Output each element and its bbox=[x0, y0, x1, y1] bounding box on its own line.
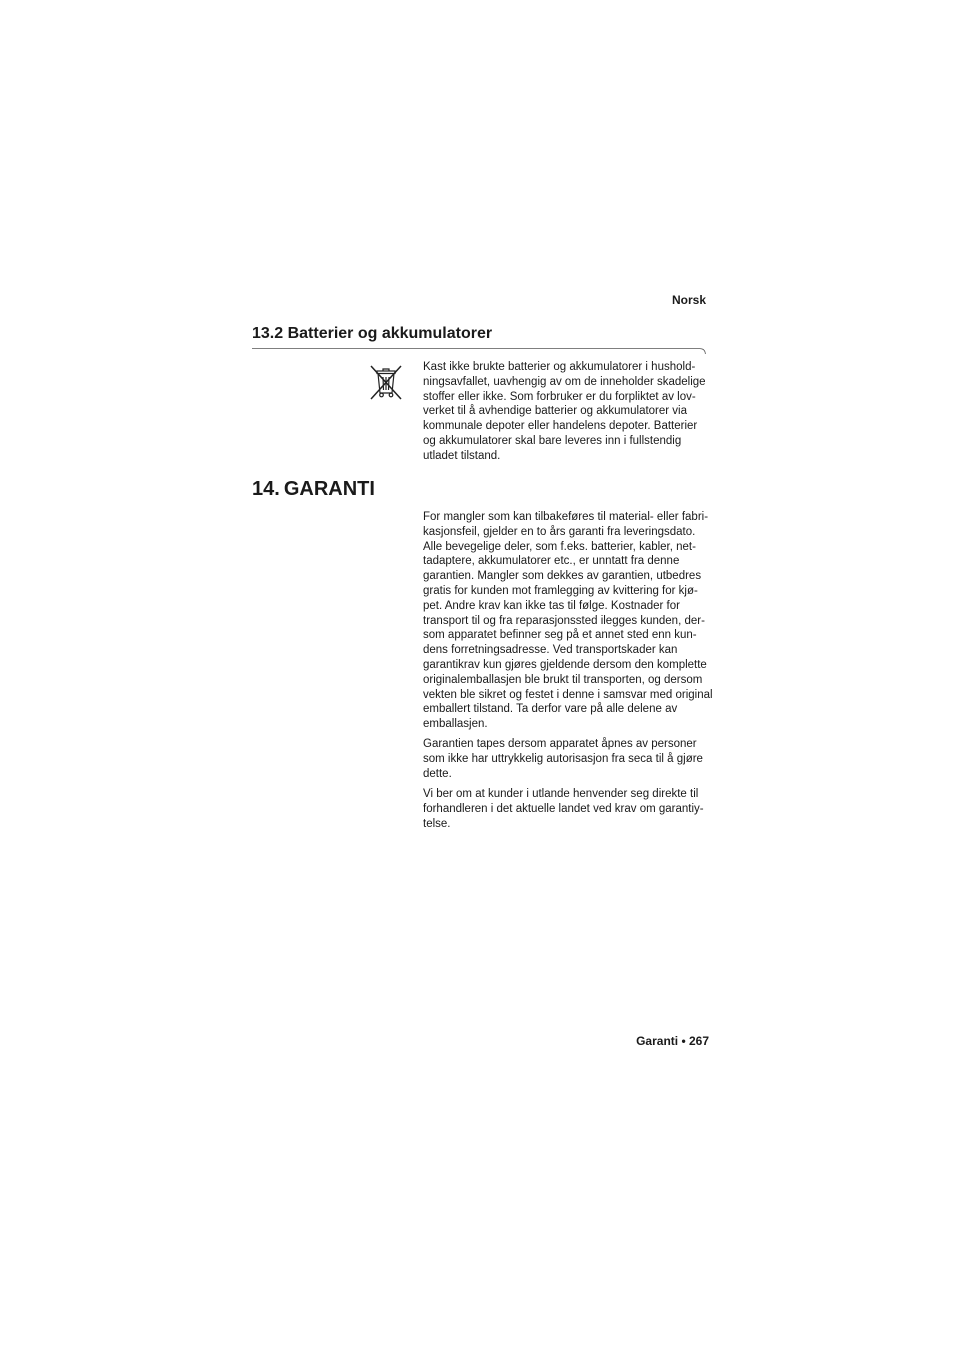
chapter-number: 14. bbox=[252, 478, 280, 500]
warranty-paragraph-3: Vi ber om at kunder i utlande henvender seg direkte til forhandleren i det aktuelle landet ved krav om garantiy-telse. bbox=[423, 788, 704, 830]
crossed-out-wheelie-bin-icon bbox=[366, 362, 406, 402]
page-footer: Garanti • 267 bbox=[636, 1034, 709, 1048]
batteries-paragraph: Kast ikke brukte batterier og akkumulatorer i hushold-ningsavfallet, uavhengig av om de inneholder skadelige stoffer eller ikke. Som forbruker er du forpliktet av lov-verket til å avhendige batterier og akkumulatorer via kommunale depoter eller handelens depoter. Batterier og akkumulatorer skal bare leveres inn i fullstendig utladet tilstand. bbox=[423, 361, 706, 462]
section-divider bbox=[252, 348, 706, 358]
section-heading-batteries: 13.2 Batterier og akkumulatorer bbox=[252, 325, 493, 342]
language-label: Norsk bbox=[671, 293, 706, 307]
warranty-paragraph-1: For mangler som kan tilbakeføres til material- eller fabri-kasjonsfeil, gjelder en to års garanti fra leveringsdato. Alle bevegelige deler, som f.eks. batterier, kabler, net-tadaptere, akkumulatorer etc., er unntatt fra denne garantien. Mangler som dekkes av garantien, utbedres gratis for kunden mot framlegging av kvittering for kjø-pet. Andre krav kan ikke tas til følge. Kostnader for transport til og fra reparasjonssted ilegges kunden, der-som apparatet befinner seg på et annet sted enn kun-dens forretningsadresse. Ved transportskader kan garantikrav kun gjøres gjeldende dersom den komplette originalemballasjen ble brukt til transporten, og dersom vekten ble sikret og festet i denne i samsvar med original emballert tilstand. Ta derfor vare på alle delene av emballasjen. bbox=[423, 511, 713, 731]
chapter-title: GARANTI bbox=[283, 478, 375, 500]
warranty-paragraph-2: Garantien tapes dersom apparatet åpnes av personer som ikke har uttrykkelig autorisasjon fra seca til å gjøre dette. bbox=[423, 738, 703, 780]
chapter-heading-garanti bbox=[252, 478, 375, 501]
